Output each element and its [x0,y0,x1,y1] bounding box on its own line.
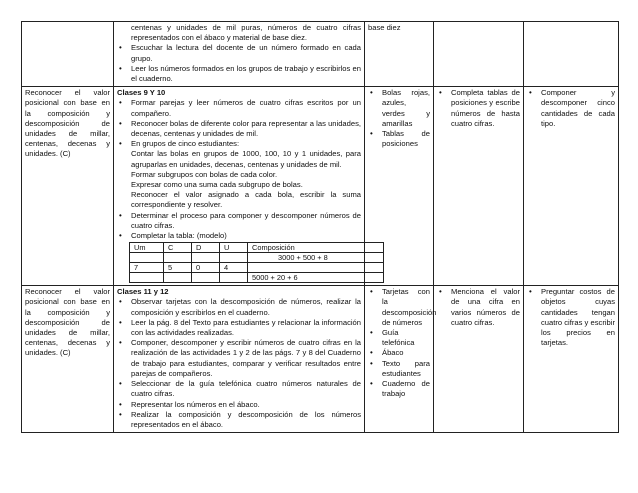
activities-cell [114,87,365,286]
activities-cell [114,286,365,433]
indicator-cell [434,87,524,286]
cell-c: 5 [164,263,192,273]
list-item: • Tablas de posiciones [368,129,430,149]
header-c: C [164,243,192,253]
list-item: • Tarjetas con la descomposición de números [368,287,430,328]
list-item: • Observar tarjetas con la descomposición de números, realizar la composición y escribirlos en el cuaderno. [117,297,361,317]
list-item: • Componer y descomponer cinco cantidades de cada tipo. [527,88,615,129]
list-item: • Leer la pág. 8 del Texto para estudiantes y relacionar la información con las actividades realizadas. [117,318,361,338]
evaluation-cell [524,22,619,87]
sub-item: Reconocer el valor asignado a cada bola, escribir la suma correspondiente y resolver. [131,190,361,210]
cell-um: 7 [130,263,164,273]
list-item [117,139,361,210]
list-item: • Reconocer bolas de diferente color para representar a las unidades, decenas, centenas y unidades de mil. [117,119,361,139]
list-item: • Escuchar la lectura del docente de un número formado en cada grupo. [117,43,361,63]
list-item-text: En grupos de cinco estudiantes: [131,139,240,149]
sub-item: Contar las bolas en grupos de 1000, 100, 10 y 1 unidades, para agruparlas en unidades, decenas, centenas y unidades de mil. [131,149,361,169]
evaluation-cell [524,87,619,286]
model-table-row [130,263,384,273]
competence-cell [22,22,114,87]
competence-text: Reconocer el valor posicional con base en la composición y descomposición de unidades de millar, centenas, decenas y unidades. (C) [25,88,110,159]
indicator-cell [434,22,524,87]
list-item: • Guía telefónica [368,328,430,348]
sub-item: Formar subgrupos con bolas de cada color. [131,169,278,179]
list-item: • Formar parejas y leer números de cuatro cifras escritos por un compañero. [117,98,361,118]
list-item: • Preguntar costos de objetos cuyas cantidades tengan cuatro cifras y escribir los precios en tarjetas. [527,287,615,348]
model-table-header [130,243,384,253]
list-item: • Completa tablas de posiciones y escribe números de hasta cuatro cifras. [437,88,520,129]
header-d: D [192,243,220,253]
table-row [22,286,619,433]
list-item: • Bolas rojas, azules, verdes y amarillas [368,88,430,129]
list-item: • Texto para estudiantes [368,359,430,379]
list-item: • Cuaderno de trabajo [368,379,430,399]
list-item: • Realizar la composición y descomposición de los números representados en el ábaco. [117,410,361,430]
cell-u: 4 [220,263,248,273]
list-item: • Componer, descomponer y escribir números de cuatro cifras en la realización de las actividades 1 y 2 de las págs. 7 y 8 del Cuaderno de trabajo para estudiantes, comparar y verificar resultados entre parejas de compañeros. [117,338,361,379]
list-item-continuation: base diez [368,23,401,32]
list-item: • Menciona el valor de una cifra en varios números de cuatro cifras. [437,287,520,328]
header-u: U [220,243,248,253]
indicator-cell [434,286,524,433]
model-table-row [130,273,384,283]
table-row [22,87,619,286]
list-item: • Seleccionar de la guía telefónica cuatro números naturales de cuatro cifras. [117,379,361,399]
header-composicion: Composición [248,243,384,253]
list-item: • Ábaco [368,348,430,358]
header-um: Um [130,243,164,253]
competence-cell [22,286,114,433]
clases-heading: Clases 11 y 12 [117,287,169,297]
list-item: • Determinar el proceso para componer y descomponer números de cuatro cifras. [117,211,361,231]
clases-heading: Clases 9 Y 10 [117,88,166,98]
evaluation-cell [524,286,619,433]
sub-item: Expresar como una suma cada subgrupo de bolas. [131,180,303,190]
activities-cell [114,22,365,87]
list-item: • Representar los números en el ábaco. [117,400,361,410]
model-table-row [130,253,384,263]
materials-cell [365,22,434,87]
materials-cell [365,87,434,286]
list-item: • Leer los números formados en los grupos de trabajo y escribirlos en el cuaderno. [117,64,361,84]
lesson-plan-table [21,21,619,433]
cell-d: 0 [192,263,220,273]
competence-cell [22,87,114,286]
composition-value: 3000 + 500 + 8 [248,253,384,263]
model-table [129,242,384,283]
list-item: • Completar la tabla: (modelo) [117,231,361,241]
materials-cell [365,286,437,433]
composition-value: 5000 + 20 + 6 [248,273,384,283]
table-row [22,22,619,87]
competence-text: Reconocer el valor posicional con base en la composición y descomposición de unidades de millar, centenas, decenas y unidades. (C) [25,287,110,358]
list-item-continuation: centenas y unidades de mil puras, números de cuatro cifras representados con el ábaco y material de base diez. [131,23,361,43]
